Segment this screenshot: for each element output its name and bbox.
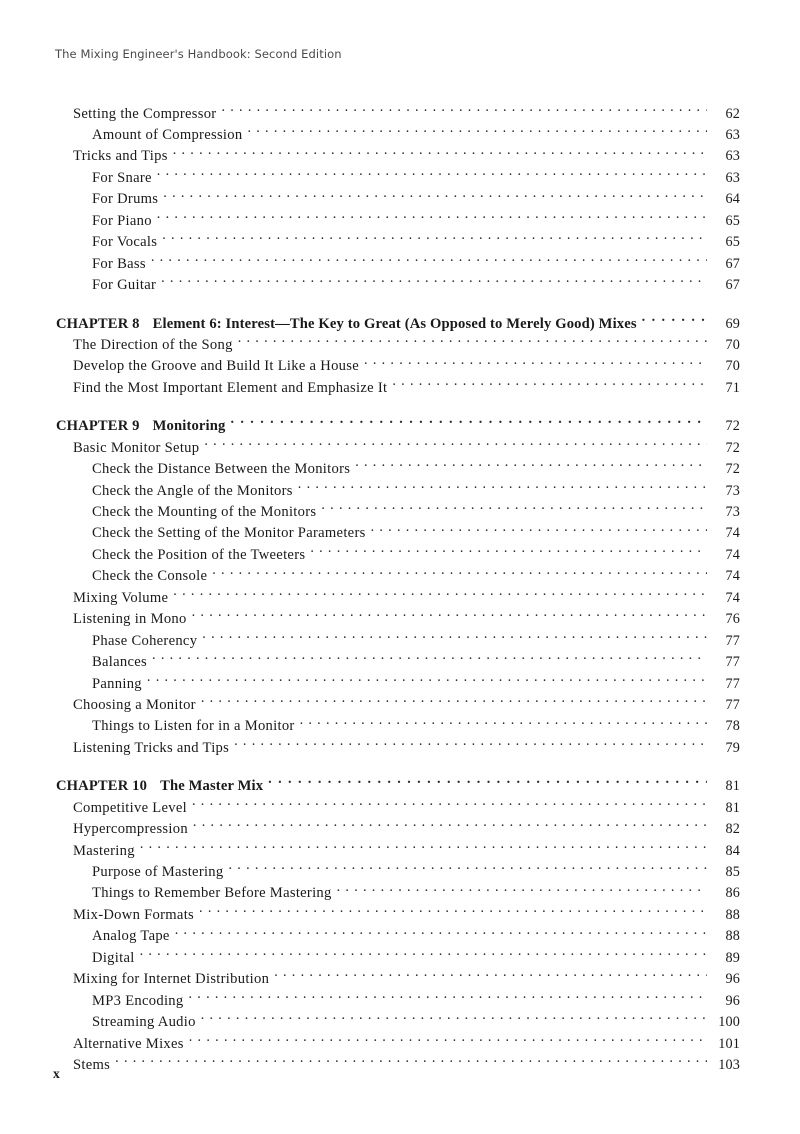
toc-page-number: 96 <box>725 992 740 1009</box>
toc-dot-leader <box>199 904 707 919</box>
toc-chapter-number: CHAPTER 8 <box>56 315 140 332</box>
toc-entry-label: Mix-Down Formats <box>73 906 195 923</box>
toc-entry[interactable] <box>0 523 800 544</box>
toc-entry[interactable] <box>0 883 800 904</box>
toc-entry-label: Check the Console <box>92 568 208 585</box>
toc-entry[interactable] <box>0 566 800 587</box>
toc-dot-leader <box>140 840 707 855</box>
toc-entry-label: For Piano <box>92 212 152 229</box>
toc-page-number: 70 <box>725 336 740 353</box>
toc-page-number: 63 <box>725 127 740 144</box>
toc-entry[interactable] <box>0 232 800 253</box>
toc-entry-label: For Guitar <box>92 277 157 294</box>
toc-dot-leader <box>173 587 707 602</box>
toc-dot-leader <box>364 356 707 371</box>
toc-entry-label: MP3 Encoding <box>92 992 184 1009</box>
toc-entry-label: Phase Coherency <box>92 632 198 649</box>
toc-entry-label: For Bass <box>92 255 146 272</box>
toc-entry[interactable] <box>0 990 800 1011</box>
toc-page-number: 63 <box>725 148 740 165</box>
toc-page-number: 70 <box>725 358 740 375</box>
toc-dot-leader <box>247 124 707 139</box>
toc-dot-leader <box>392 377 707 392</box>
toc-dot-leader <box>115 1054 707 1069</box>
toc-group <box>0 776 800 1076</box>
toc-group <box>0 416 800 759</box>
toc-entry-label: Purpose of Mastering <box>92 864 224 881</box>
toc-page-number: 73 <box>725 504 740 521</box>
toc-entry-label: Basic Monitor Setup <box>73 439 200 456</box>
toc-entry[interactable] <box>0 167 800 188</box>
toc-dot-leader <box>193 819 707 834</box>
toc-entry-label: Mixing for Internet Distribution <box>73 971 270 988</box>
toc-page-number: 88 <box>725 928 740 945</box>
toc-dot-leader <box>238 334 707 349</box>
toc-entry-label: Tricks and Tips <box>73 148 168 165</box>
toc-dot-leader <box>192 797 707 812</box>
toc-page-number: 67 <box>725 255 740 272</box>
toc-dot-leader <box>192 609 707 624</box>
toc-page-number: 63 <box>725 169 740 186</box>
toc-entry-label: Listening in Mono <box>73 611 187 628</box>
toc-entry-label: Listening Tricks and Tips <box>73 739 230 756</box>
toc-page-number: 84 <box>725 842 740 859</box>
toc-page-number: 89 <box>725 949 740 966</box>
toc-dot-leader <box>298 480 707 495</box>
toc-dot-leader <box>188 990 707 1005</box>
toc-entry-label: For Drums <box>92 191 159 208</box>
toc-entry-label: Analog Tape <box>92 928 170 945</box>
toc-page-number: 67 <box>725 277 740 294</box>
toc-dot-leader <box>140 947 707 962</box>
toc-entry-label: Check the Mounting of the Monitors <box>92 504 317 521</box>
toc-dot-leader <box>147 673 707 688</box>
toc-page-number: 81 <box>725 799 740 816</box>
page-folio: x <box>53 1066 60 1081</box>
toc-entry-label: Alternative Mixes <box>73 1035 184 1052</box>
toc-page-number: 86 <box>725 885 740 902</box>
toc-entry[interactable] <box>0 1033 800 1054</box>
toc-entry-label: Check the Distance Between the Monitors <box>92 461 351 478</box>
toc-entry-label: Things to Listen for in a Monitor <box>92 718 295 735</box>
toc-chapter-title: The Master Mix <box>160 778 264 795</box>
toc-dot-leader <box>230 416 707 431</box>
toc-entry-label: Amount of Compression <box>92 127 243 144</box>
toc-dot-leader <box>202 630 707 645</box>
toc-entry[interactable] <box>0 819 800 840</box>
toc-entry[interactable] <box>0 694 800 715</box>
toc-dot-leader <box>212 566 707 581</box>
toc-chapter-number: CHAPTER 9 <box>56 418 140 435</box>
toc-dot-leader <box>157 210 707 225</box>
toc-entry-label: Find the Most Important Element and Emphasize It <box>73 379 388 396</box>
toc-entry-label: For Vocals <box>92 234 158 251</box>
toc-page-number: 74 <box>725 546 740 563</box>
toc-entry-label <box>0 777 263 797</box>
toc-entry-label: Mixing Volume <box>73 589 169 606</box>
toc-page-number: 72 <box>725 418 740 435</box>
toc-page-number: 88 <box>725 906 740 923</box>
toc-dot-leader <box>151 253 707 268</box>
toc-dot-leader <box>201 1012 707 1027</box>
toc-entry-label: Mastering <box>73 842 135 859</box>
toc-entry[interactable] <box>0 544 800 565</box>
toc-entry-label: Check the Position of the Tweeters <box>92 546 306 563</box>
toc-entry[interactable] <box>0 1012 800 1033</box>
toc-entry[interactable] <box>0 103 800 124</box>
toc-entry-label: Digital <box>92 949 135 966</box>
toc-entry[interactable] <box>0 377 800 398</box>
toc-entry-label: Choosing a Monitor <box>73 696 196 713</box>
toc-dot-leader <box>157 167 707 182</box>
toc-dot-leader <box>201 694 707 709</box>
toc-page-number: 69 <box>725 315 740 332</box>
toc-dot-leader <box>642 313 707 328</box>
toc-dot-leader <box>204 437 707 452</box>
toc-entry[interactable] <box>0 840 800 861</box>
toc-entry[interactable] <box>0 146 800 167</box>
toc-entry[interactable] <box>0 673 800 694</box>
toc-page-number: 72 <box>725 461 740 478</box>
toc-dot-leader <box>321 501 707 516</box>
toc-entry-label: Check the Setting of the Monitor Parameters <box>92 525 366 542</box>
toc-page-number: 77 <box>725 654 740 671</box>
toc-dot-leader <box>161 275 707 290</box>
toc-entry[interactable] <box>0 124 800 145</box>
toc-entry-label: For Snare <box>92 169 152 186</box>
toc-page-number: 100 <box>718 1014 740 1031</box>
toc-page-number: 79 <box>725 739 740 756</box>
toc-entry-label: Streaming Audio <box>92 1014 196 1031</box>
toc-chapter-title: Element 6: Interest—The Key to Great (As Opposed to Merely Good) Mixes <box>152 315 637 332</box>
toc-dot-leader <box>175 926 707 941</box>
toc-entry[interactable] <box>0 1054 800 1075</box>
toc-dot-leader <box>163 189 707 204</box>
table-of-contents <box>0 103 800 1076</box>
toc-entry[interactable] <box>0 652 800 673</box>
toc-entry[interactable] <box>0 947 800 968</box>
toc-group <box>0 313 800 399</box>
toc-entry[interactable] <box>0 587 800 608</box>
toc-page-number: 85 <box>725 864 740 881</box>
toc-page-number: 77 <box>725 632 740 649</box>
toc-entry[interactable] <box>0 737 800 758</box>
toc-dot-leader <box>229 861 708 876</box>
toc-page-number: 82 <box>725 821 740 838</box>
toc-page-number: 96 <box>725 971 740 988</box>
toc-entry[interactable] <box>0 334 800 355</box>
toc-entry-label: Things to Remember Before Mastering <box>92 885 332 902</box>
toc-entry-label: Stems <box>73 1056 111 1073</box>
toc-dot-leader <box>300 716 707 731</box>
toc-page-number: 71 <box>725 379 740 396</box>
toc-entry[interactable] <box>0 501 800 522</box>
toc-entry-label: Panning <box>92 675 142 692</box>
toc-page-number: 72 <box>725 439 740 456</box>
toc-entry[interactable] <box>0 716 800 737</box>
toc-page-number: 74 <box>725 589 740 606</box>
toc-page-number: 76 <box>725 611 740 628</box>
toc-page-number: 62 <box>725 105 740 122</box>
toc-page-number: 74 <box>725 525 740 542</box>
toc-dot-leader <box>173 146 707 161</box>
toc-dot-leader <box>371 523 707 538</box>
toc-page-number: 65 <box>725 212 740 229</box>
toc-entry-label: The Direction of the Song <box>73 336 233 353</box>
toc-entry[interactable] <box>0 437 800 458</box>
toc-entry[interactable] <box>0 356 800 377</box>
toc-chapter-entry[interactable] <box>0 313 800 334</box>
toc-entry-label: Develop the Groove and Build It Like a House <box>73 358 360 375</box>
toc-page-number: 77 <box>725 675 740 692</box>
toc-entry-label: Check the Angle of the Monitors <box>92 482 293 499</box>
toc-chapter-entry[interactable] <box>0 776 800 797</box>
toc-page-number: 77 <box>725 696 740 713</box>
toc-dot-leader <box>162 232 707 247</box>
toc-entry[interactable] <box>0 609 800 630</box>
toc-dot-leader <box>355 459 707 474</box>
toc-page-number: 74 <box>725 568 740 585</box>
toc-chapter-entry[interactable] <box>0 416 800 437</box>
toc-entry[interactable] <box>0 210 800 231</box>
toc-entry[interactable] <box>0 459 800 480</box>
toc-entry-label <box>0 315 637 335</box>
toc-entry-label: Competitive Level <box>73 799 187 816</box>
running-head: The Mixing Engineer's Handbook: Second Edition <box>55 47 342 61</box>
toc-entry-label <box>0 417 225 437</box>
toc-page-number: 103 <box>718 1056 740 1073</box>
toc-entry[interactable] <box>0 253 800 274</box>
toc-entry-label: Setting the Compressor <box>73 105 217 122</box>
toc-entry[interactable] <box>0 861 800 882</box>
toc-page-number: 101 <box>718 1035 740 1052</box>
toc-entry[interactable] <box>0 926 800 947</box>
toc-dot-leader <box>268 776 707 791</box>
toc-dot-leader <box>189 1033 707 1048</box>
toc-entry-label: Balances <box>92 654 148 671</box>
toc-entry-label: Hypercompression <box>73 821 188 838</box>
toc-dot-leader <box>337 883 707 898</box>
toc-entry[interactable] <box>0 797 800 818</box>
toc-page-number: 73 <box>725 482 740 499</box>
toc-page-number: 78 <box>725 718 740 735</box>
toc-dot-leader <box>274 969 707 984</box>
toc-chapter-number: CHAPTER 10 <box>56 778 148 795</box>
toc-dot-leader <box>310 544 707 559</box>
toc-page-number: 65 <box>725 234 740 251</box>
toc-page-number: 64 <box>725 191 740 208</box>
toc-entry[interactable] <box>0 630 800 651</box>
toc-chapter-title: Monitoring <box>152 418 226 435</box>
toc-entry[interactable] <box>0 904 800 925</box>
toc-page-number: 81 <box>725 778 740 795</box>
toc-entry[interactable] <box>0 480 800 501</box>
toc-entry[interactable] <box>0 969 800 990</box>
toc-entry[interactable] <box>0 189 800 210</box>
toc-dot-leader <box>152 652 707 667</box>
toc-group <box>0 103 800 296</box>
toc-entry[interactable] <box>0 275 800 296</box>
toc-dot-leader <box>234 737 707 752</box>
toc-dot-leader <box>221 103 707 118</box>
